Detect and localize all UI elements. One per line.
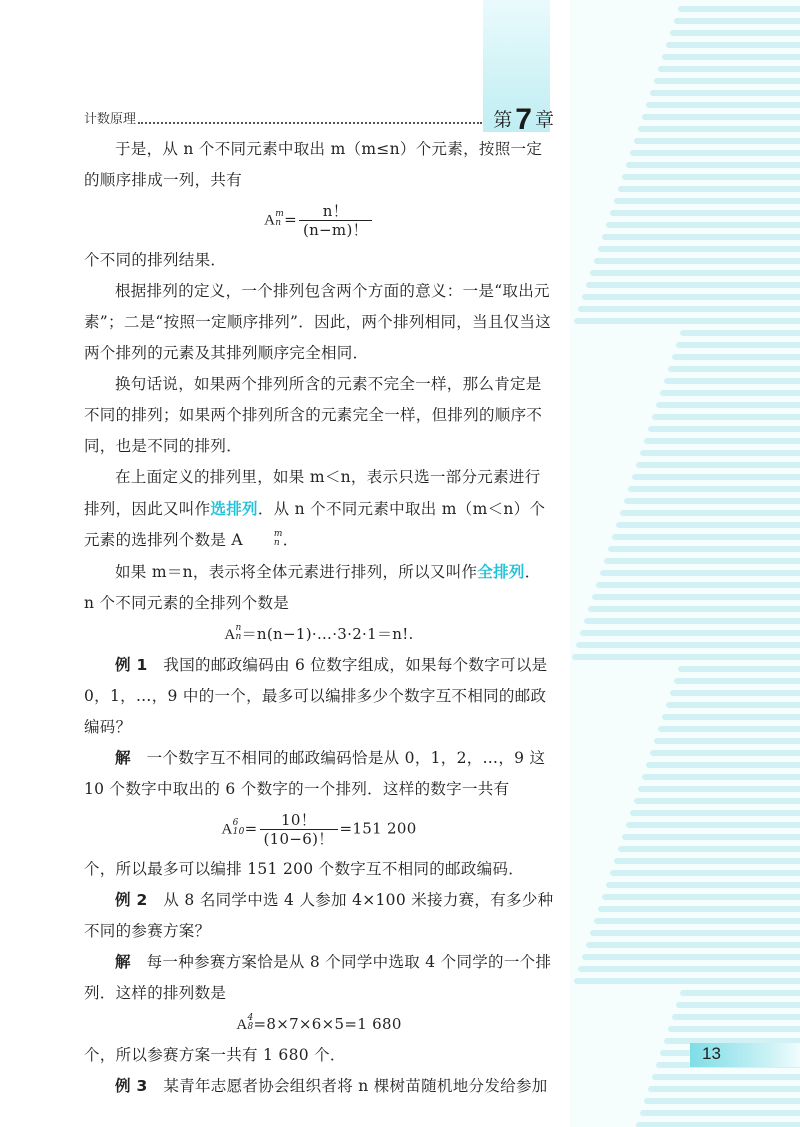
solution-label: 解 — [115, 953, 131, 971]
running-header — [84, 100, 554, 136]
stripe — [648, 1086, 800, 1092]
stripe — [640, 1110, 800, 1116]
stripe — [596, 582, 800, 588]
inline-sup: m — [273, 529, 283, 539]
example — [84, 1071, 554, 1102]
section-title: 计数原理 — [84, 112, 137, 127]
formula-example1 — [84, 811, 554, 848]
stripe — [654, 78, 800, 84]
formula-indices — [236, 624, 242, 642]
stripe — [588, 606, 800, 612]
stripe — [610, 870, 800, 876]
text-run: 在上面定义的排列里，如果 m＜n，表示只选一部分元素进行排列，因此又叫作 — [84, 468, 541, 518]
stripe — [646, 102, 800, 108]
formula-result: =151 200 — [339, 819, 417, 838]
paragraph: 换句话说，如果两个排列所含的元素不完全一样，那么肯定是不同的排列；如果两个排列所含的元素完全一样，但排列的顺序不同，也是不同的排列． — [84, 375, 543, 455]
formula-denominator: (10−6)！ — [263, 830, 334, 848]
stripe — [574, 978, 800, 984]
stripe — [592, 594, 800, 600]
formula-sub: 10 — [232, 826, 245, 837]
stripe — [626, 822, 800, 828]
stripe — [586, 282, 800, 288]
stripe — [660, 390, 800, 396]
stripe — [670, 30, 800, 36]
formula-indices — [233, 819, 245, 837]
stripe — [630, 810, 800, 816]
example-label: 例 1 — [115, 656, 148, 674]
formula-symbol: A — [224, 627, 236, 643]
formula-sup: 6 — [232, 817, 239, 828]
stripe — [666, 702, 800, 708]
formula-numerator: n！ — [299, 202, 372, 221]
stripe — [648, 426, 800, 432]
stripe — [624, 498, 800, 504]
stripe — [606, 222, 800, 228]
stripe — [574, 318, 800, 324]
stripe — [602, 894, 800, 900]
stripe — [572, 654, 800, 660]
formula-sub: n — [275, 217, 282, 228]
stripe — [600, 570, 800, 576]
paragraph — [84, 462, 554, 556]
stripe — [680, 990, 800, 996]
stripe — [616, 522, 800, 528]
stripe — [672, 354, 800, 360]
stripe — [646, 762, 800, 768]
stripe — [584, 618, 800, 624]
stripe — [618, 846, 800, 852]
stripe — [652, 1074, 800, 1080]
stripe — [678, 6, 800, 12]
formula-permutation — [84, 202, 554, 239]
formula-denominator: (n−m)！ — [302, 221, 368, 239]
formula-sub: 8 — [247, 1022, 254, 1032]
text-run: ．从 n 个不同元素中取出 m（m＜n）个元素的选排列个数是 A — [84, 500, 546, 549]
stripe — [642, 774, 800, 780]
formula-fraction — [299, 202, 372, 239]
text-run: 如果 m＝n，表示将全体元素进行排列，所以又叫作 — [115, 563, 478, 581]
stripe — [636, 1122, 800, 1127]
stripe — [636, 462, 800, 468]
formula-full-permutation — [84, 625, 554, 644]
stripe — [628, 486, 800, 492]
stripe — [676, 1002, 800, 1008]
example — [84, 650, 554, 743]
stripe — [622, 174, 800, 180]
stripe — [632, 474, 800, 480]
stripe — [606, 882, 800, 888]
stripe — [576, 642, 800, 648]
formula-fraction — [260, 811, 338, 848]
stripe — [650, 90, 800, 96]
stripe — [674, 18, 800, 24]
stripe — [644, 1098, 800, 1104]
formula-symbol: A — [221, 821, 233, 838]
paragraph: 个不同的排列结果． — [84, 251, 227, 269]
formula-equals: = — [244, 819, 258, 838]
paragraph: 个，所以最多可以编排 151 200 个数字互不相同的邮政编码． — [84, 860, 525, 878]
stripe — [580, 630, 800, 636]
stripe — [634, 138, 800, 144]
solution — [84, 947, 554, 1009]
stripe — [640, 450, 800, 456]
stripe — [598, 246, 800, 252]
formula-indices — [275, 210, 284, 228]
stripe — [610, 210, 800, 216]
stripe — [614, 858, 800, 864]
stripe — [590, 270, 800, 276]
stripe — [662, 54, 800, 60]
stripe — [676, 342, 800, 348]
chapter-label — [493, 100, 554, 134]
stripe — [626, 162, 800, 168]
paragraph: 根据排列的定义，一个排列包含两个方面的意义：一是“取出元素”；二是“按照一定顺序排列”．因此，两个排列相同，当且仅当这两个排列的元素及其排列顺序完全相同． — [84, 282, 552, 362]
key-term: 选排列 — [210, 499, 258, 518]
paragraph — [84, 556, 554, 619]
example-text: 从 8 名同学中选 4 人参加 4×100 米接力赛，有多少种不同的参赛方案？ — [84, 891, 554, 940]
paragraph: 于是，从 n 个不同元素中取出 m（m≤n）个元素，按照一定的顺序排成一列，共有 — [84, 140, 543, 189]
stripe — [642, 114, 800, 120]
stripe — [618, 186, 800, 192]
solution — [84, 743, 554, 805]
stripe — [578, 966, 800, 972]
solution-text: 每一种参赛方案恰是从 8 个同学中选取 4 个同学的一个排列．这样的排列数是 — [84, 953, 552, 1002]
formula-indices — [247, 1014, 253, 1032]
example-label: 例 3 — [115, 1077, 148, 1095]
stripe — [630, 150, 800, 156]
stripe — [598, 906, 800, 912]
stripe — [662, 714, 800, 720]
stripe — [594, 918, 800, 924]
stripe — [638, 126, 800, 132]
decorative-stripes — [570, 0, 800, 1127]
formula-numerator: 10！ — [260, 811, 338, 830]
stripe — [658, 726, 800, 732]
example-text: 某青年志愿者协会组织者将 n 棵树苗随机地分发给参加 — [163, 1077, 548, 1095]
stripe — [578, 306, 800, 312]
stripe — [594, 258, 800, 264]
stripe — [664, 378, 800, 384]
formula-rest: =8×7×6×5=1 680 — [253, 1015, 402, 1033]
stripe — [644, 438, 800, 444]
text-run: ． n 个不同元素的全排列个数是 — [84, 563, 541, 612]
stripe — [582, 954, 800, 960]
stripe — [650, 750, 800, 756]
key-term: 全排列 — [477, 562, 525, 581]
stripe — [672, 1014, 800, 1020]
stripe — [678, 666, 800, 672]
stripe — [602, 234, 800, 240]
chapter-prefix: 第 — [493, 109, 513, 131]
stripe — [638, 786, 800, 792]
stripe — [670, 690, 800, 696]
stripe — [656, 402, 800, 408]
solution-label: 解 — [115, 749, 131, 767]
inline-indices — [243, 530, 283, 548]
stripe — [634, 798, 800, 804]
formula-rest: ＝n(n−1)·…·3·2·1＝n!. — [241, 625, 414, 643]
paragraph: 个，所以参赛方案一共有 1 680 个． — [84, 1046, 346, 1064]
formula-sub: n — [235, 632, 242, 642]
stripe — [622, 834, 800, 840]
stripe — [680, 330, 800, 336]
formula-sup: m — [275, 208, 285, 219]
stripe — [654, 738, 800, 744]
stripe — [612, 534, 800, 540]
stripe — [620, 510, 800, 516]
formula-sup: 4 — [247, 1013, 254, 1023]
example — [84, 885, 554, 947]
chapter-suffix: 章 — [534, 109, 554, 131]
stripe — [658, 66, 800, 72]
stripe — [668, 1026, 800, 1032]
chapter-number: 7 — [515, 103, 532, 136]
formula-symbol: A — [264, 212, 276, 229]
stripe — [604, 558, 800, 564]
text-run: ． — [282, 531, 299, 549]
solution-text: 一个数字互不相同的邮政编码恰是从 0，1，2，…，9 这 10 个数字中取出的 6 个数字的一个排列．这样的数字一共有 — [84, 749, 546, 798]
inline-sub: n — [273, 538, 281, 548]
stripe — [586, 942, 800, 948]
formula-sup: n — [235, 623, 242, 633]
page-number: 13 — [702, 1044, 721, 1063]
page-body — [84, 134, 554, 1102]
header-leader-dots — [138, 108, 482, 124]
stripe — [590, 930, 800, 936]
stripe — [582, 294, 800, 300]
stripe — [668, 366, 800, 372]
formula-example2 — [84, 1015, 554, 1034]
stripe — [608, 546, 800, 552]
stripe — [674, 678, 800, 684]
formula-equals: = — [284, 210, 297, 229]
stripe — [614, 198, 800, 204]
example-text: 我国的邮政编码由 6 位数字组成，如果每个数字可以是 0，1，…，9 中的一个，最多可以编排多少个数字互不相同的邮政编码？ — [84, 656, 548, 736]
stripe — [666, 42, 800, 48]
example-label: 例 2 — [115, 891, 148, 909]
formula-symbol: A — [236, 1017, 248, 1033]
stripe — [652, 414, 800, 420]
